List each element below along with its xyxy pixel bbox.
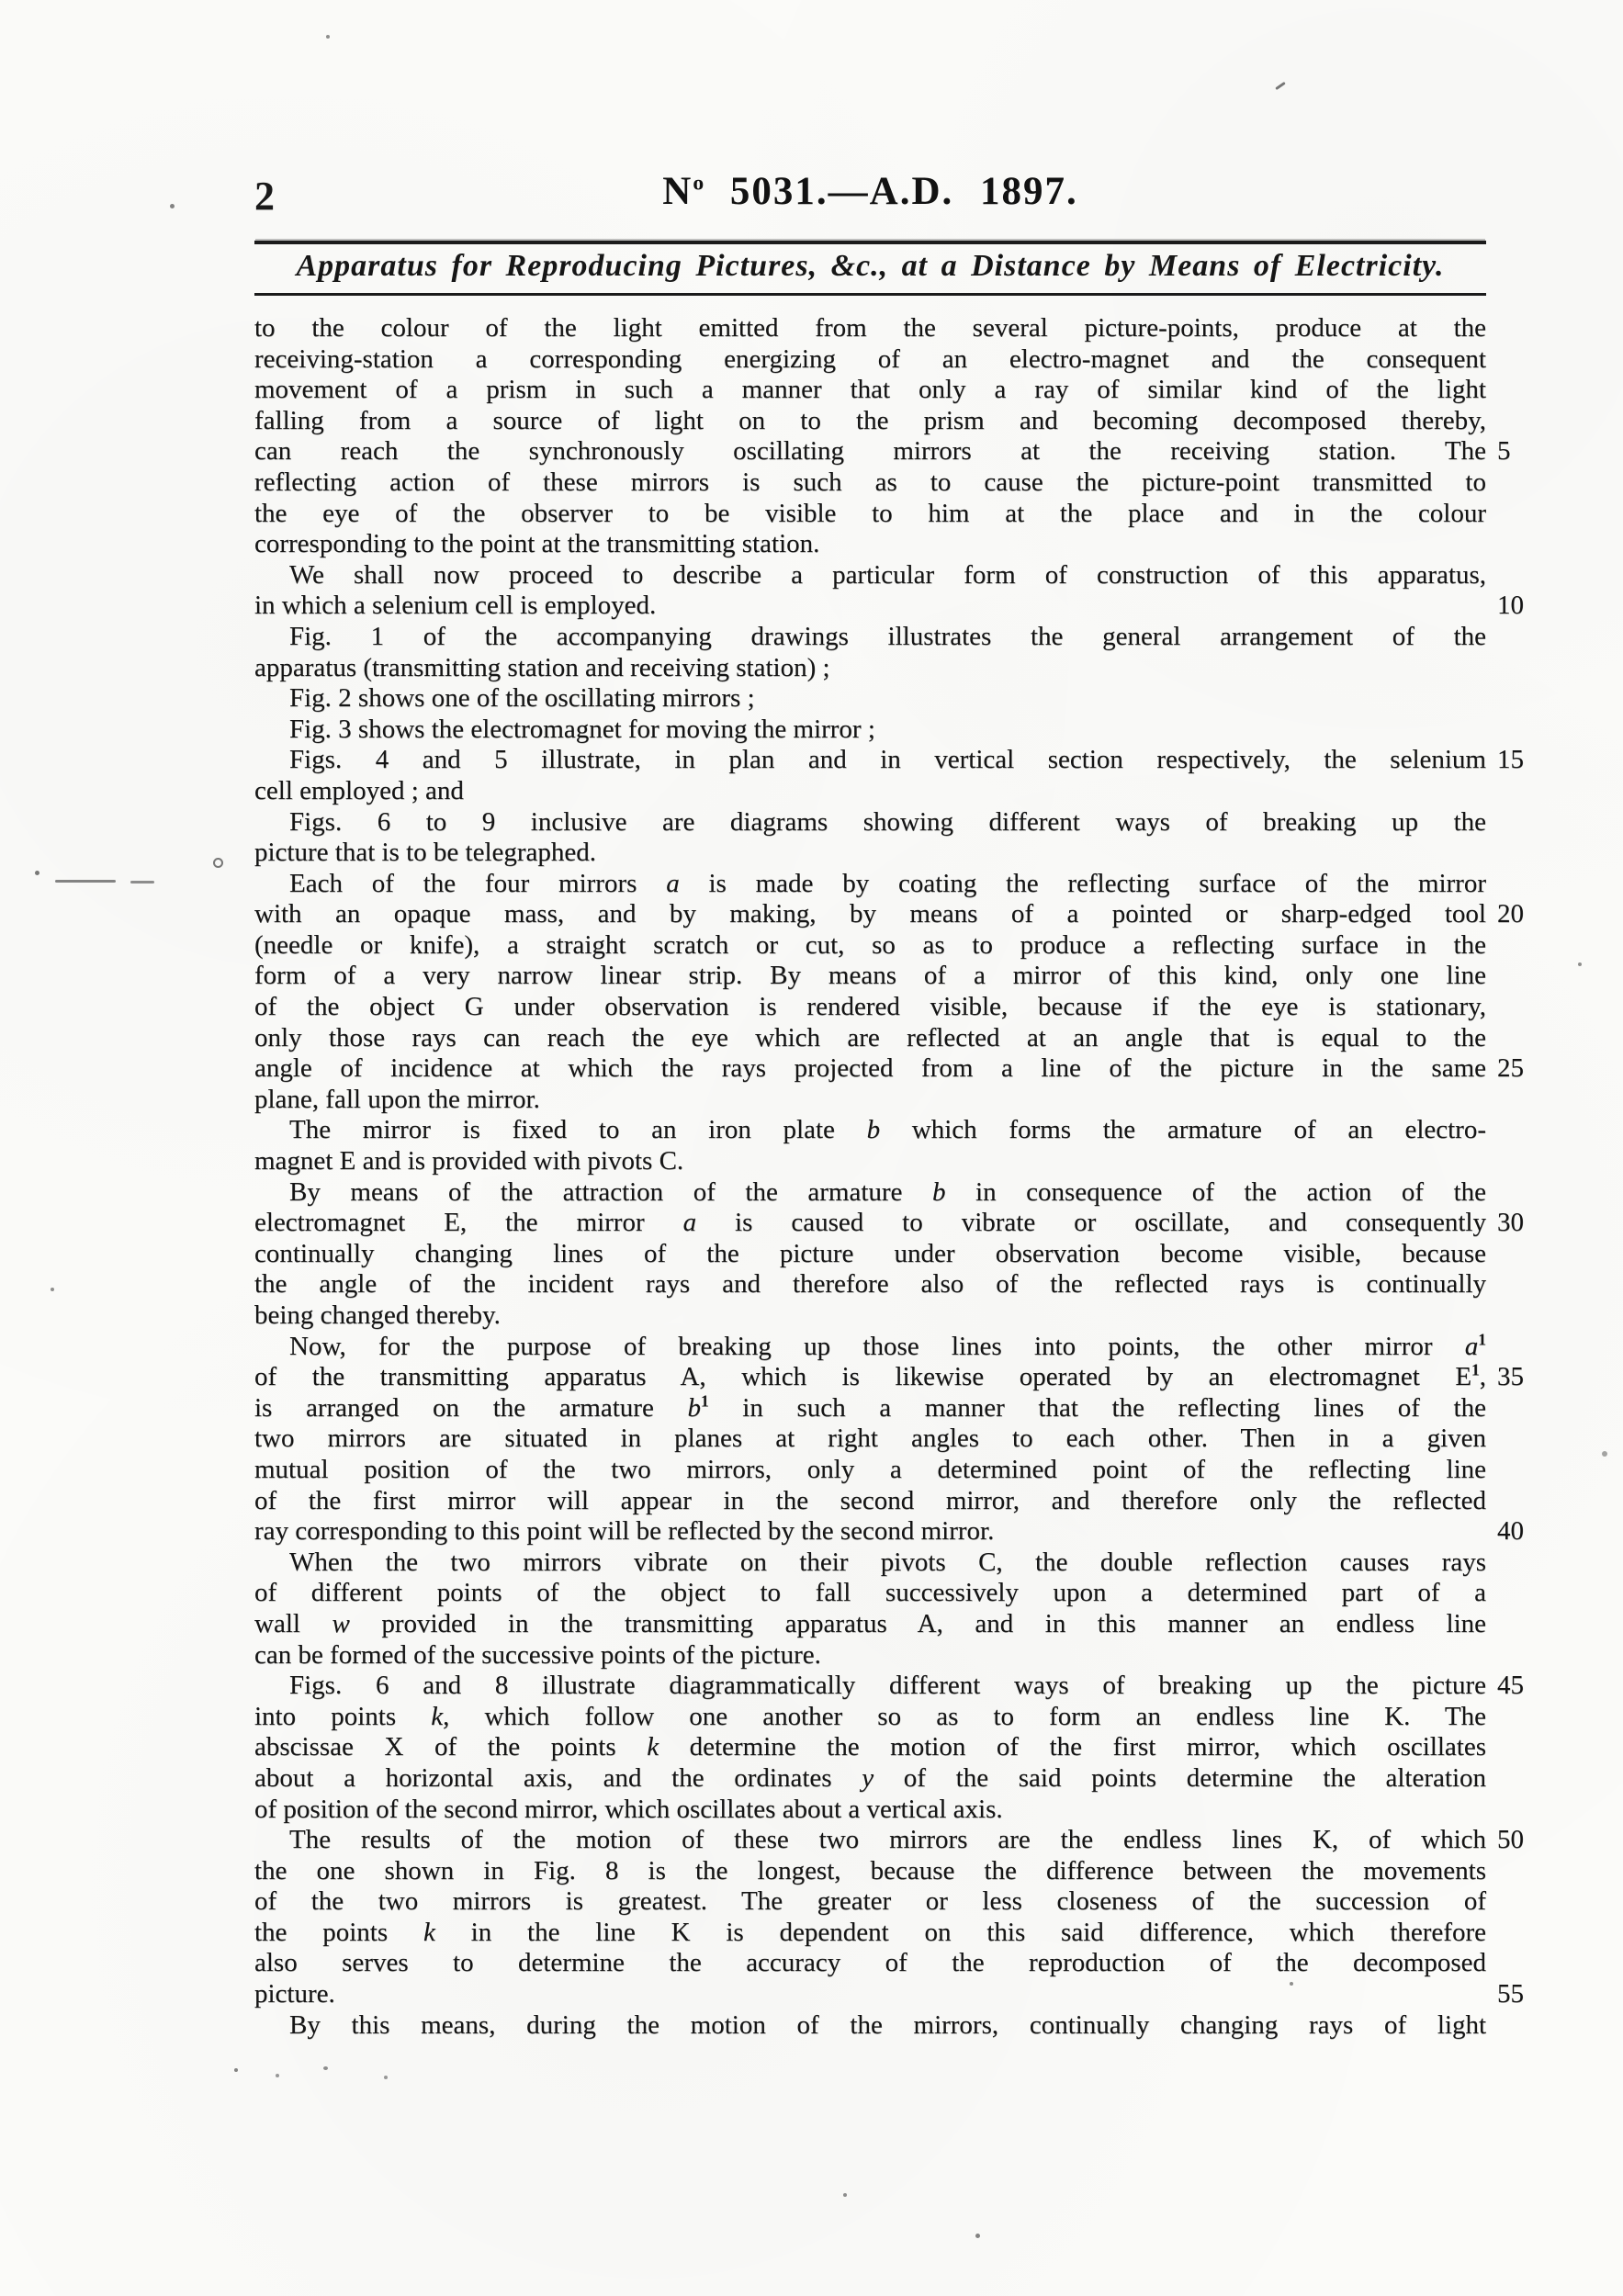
scan-artifact <box>1602 1451 1607 1457</box>
page-number: 2 <box>254 174 275 219</box>
text-line: form of a very narrow linear strip. By means of a mirror of this kind, only one line <box>254 961 1486 991</box>
margin-line-number: 55 <box>1497 1979 1524 2009</box>
scan-artifact <box>326 35 330 39</box>
text-line: the angle of the incident rays and therefore also of the reflected rays is continually <box>254 1269 1486 1300</box>
scan-artifact <box>234 2068 238 2072</box>
text-line: receiving-station a corresponding energizing of an electro-magnet and the consequent <box>254 343 1486 374</box>
text-line: into points k, which follow one another so as to form an endless line K. The <box>254 1701 1486 1731</box>
text-line: Fig. 3 shows the electromagnet for moving the mirror ; <box>289 714 875 744</box>
scan-artifact <box>1578 962 1582 966</box>
text-line: of different points of the object to fall successively upon a determined part of a <box>254 1578 1486 1608</box>
text-line: of the two mirrors is greatest. The greater or less closeness of the succession of <box>254 1886 1486 1917</box>
text-line: The mirror is fixed to an iron plate b which forms the armature of an electro- <box>289 1115 1486 1145</box>
margin-line-number: 40 <box>1497 1516 1524 1547</box>
text-line: is arranged on the armature $b^1$ in such a manner that the reflecting lines of the <box>254 1391 1486 1423</box>
margin-line-number: 15 <box>1497 745 1524 775</box>
text-line: mutual position of the two mirrors, only a determined point of the reflecting line <box>254 1454 1486 1484</box>
scan-artifact <box>170 204 175 208</box>
text-line: By this means, during the motion of the mirrors, continually changing rays of light <box>289 2009 1486 2040</box>
text-line: movement of a prism in such a manner that only a ray of similar kind of the light <box>254 375 1486 405</box>
text-line: electromagnet E, the mirror a is caused to vibrate or oscillate, and consequently <box>254 1208 1486 1238</box>
text-line: Fig. 2 shows one of the oscillating mirrors ; <box>289 683 755 714</box>
scan-artifact <box>975 2234 980 2238</box>
margin-line-number: 5 <box>1497 436 1511 467</box>
text-line: Fig. 1 of the accompanying drawings illustrates the general arrangement of the <box>289 621 1486 651</box>
text-line: in which a selenium cell is employed. <box>254 591 657 621</box>
text-line: continually changing lines of the picture under observation become visible, because <box>254 1238 1486 1268</box>
ordinal-superscript: o <box>693 171 704 196</box>
text-line: of the first mirror will appear in the second mirror, and therefore only the reflected <box>254 1485 1486 1515</box>
text-line: falling from a source of light on to the prism and becoming decomposed thereby, <box>254 405 1486 435</box>
text-line: Each of the four mirrors a is made by coating the reflecting surface of the mirror <box>289 868 1486 898</box>
text-line: Now, for the purpose of breaking up those lines into points, the other mirror $a^1$ <box>289 1329 1486 1361</box>
divider-rule-top <box>254 241 1486 244</box>
margin-line-number: 20 <box>1497 899 1524 929</box>
text-line: Figs. 6 to 9 inclusive are diagrams showing different ways of breaking up the <box>289 806 1486 837</box>
text-line: ray corresponding to this point will be reflected by the second mirror. <box>254 1516 995 1547</box>
scan-artifact <box>55 880 116 883</box>
text-line: two mirrors are situated in planes at right angles to each other. Then in a given <box>254 1424 1486 1454</box>
scan-artifact <box>276 2074 279 2077</box>
margin-line-number: 35 <box>1497 1362 1524 1392</box>
text-line: also serves to determine the accuracy of the reproduction of the decomposed <box>254 1948 1486 1978</box>
margin-line-number: 50 <box>1497 1825 1524 1855</box>
scan-artifact <box>51 1288 54 1291</box>
text-line: Figs. 6 and 8 illustrate diagrammatically different ways of breaking up the picture <box>289 1671 1486 1701</box>
scan-artifact <box>213 858 223 868</box>
margin-line-number: 25 <box>1497 1053 1524 1084</box>
text-line: apparatus (transmitting station and receiving station) ; <box>254 652 830 682</box>
text-line: corresponding to the point at the transmitting station. <box>254 529 820 559</box>
patent-number-prefix: N <box>662 170 693 213</box>
text-line: The results of the motion of these two mirrors are the endless lines K, of which <box>289 1825 1486 1855</box>
body-text <box>254 313 1486 2041</box>
text-line: abscissae X of the points k determine the motion of the first mirror, which oscillates <box>254 1732 1486 1762</box>
text-line: of the transmitting apparatus A, which is likewise operated by an electromagnet $E^1$, <box>254 1360 1486 1392</box>
margin-line-number: 10 <box>1497 591 1524 621</box>
text-line: only those rays can reach the eye which are reflected at an angle that is equal to the <box>254 1022 1486 1052</box>
text-line: can be formed of the successive points of the picture. <box>254 1639 821 1670</box>
text-line: picture that is to be telegraphed. <box>254 838 597 868</box>
scan-artifact <box>130 881 154 884</box>
scan-artifact <box>843 2193 847 2197</box>
text-line: being changed thereby. <box>254 1300 501 1330</box>
text-line: angle of incidence at which the rays projected from a line of the picture in the same <box>254 1053 1486 1084</box>
scan-artifact <box>1290 1982 1293 1986</box>
scan-artifact <box>384 2076 388 2079</box>
text-line: plane, fall upon the mirror. <box>254 1084 540 1114</box>
document-title: Apparatus for Reproducing Pictures, &c., at a Distance by Means of Electricity. <box>296 249 1445 283</box>
text-line: about a horizontal axis, and the ordinates y of the said points determine the alteration <box>254 1762 1487 1793</box>
text-line: cell employed ; and <box>254 775 464 805</box>
text-line: the points k in the line K is dependent on this said difference, which therefore <box>254 1917 1486 1947</box>
margin-line-number: 45 <box>1497 1671 1524 1701</box>
text-line: wall w provided in the transmitting apparatus A, and in this manner an endless line <box>254 1608 1486 1638</box>
text-line: the one shown in Fig. 8 is the longest, because the difference between the movements <box>254 1855 1486 1885</box>
patent-number-text: 5031.—A.D. 1897. <box>704 170 1078 213</box>
text-line: reflecting action of these mirrors is such as to cause the picture-point transmitted to <box>254 467 1486 497</box>
text-line: By means of the attraction of the armature b in consequence of the action of the <box>289 1176 1486 1207</box>
text-line: magnet E and is provided with pivots C. <box>254 1146 684 1176</box>
scan-artifact <box>35 871 39 875</box>
text-line: (needle or knife), a straight scratch or cut, so as to produce a reflecting surface in the <box>254 929 1486 960</box>
text-line: with an opaque mass, and by making, by means of a pointed or sharp-edged tool <box>254 899 1486 929</box>
text-line: of the object G under observation is rendered visible, because if the eye is stationary, <box>254 992 1486 1022</box>
text-line: can reach the synchronously oscillating mirrors at the receiving station. The <box>254 436 1486 467</box>
text-line: Figs. 4 and 5 illustrate, in plan and in vertical section respectively, the selenium <box>289 745 1486 775</box>
divider-rule-bottom <box>254 293 1486 296</box>
text-line: We shall now proceed to describe a particular form of construction of this apparatus, <box>289 559 1486 590</box>
scan-artifact <box>323 2066 328 2070</box>
margin-line-number: 30 <box>1497 1208 1524 1238</box>
text-line: of position of the second mirror, which oscillates about a vertical axis. <box>254 1794 1003 1824</box>
text-line: to the colour of the light emitted from the several picture-points, produce at the <box>254 313 1486 343</box>
scan-artifact <box>1275 82 1286 90</box>
patent-number-header <box>254 169 1486 214</box>
text-line: picture. <box>254 1979 335 2009</box>
text-line: When the two mirrors vibrate on their pivots C, the double reflection causes rays <box>289 1547 1486 1577</box>
text-line: the eye of the observer to be visible to him at the place and in the colour <box>254 498 1486 528</box>
